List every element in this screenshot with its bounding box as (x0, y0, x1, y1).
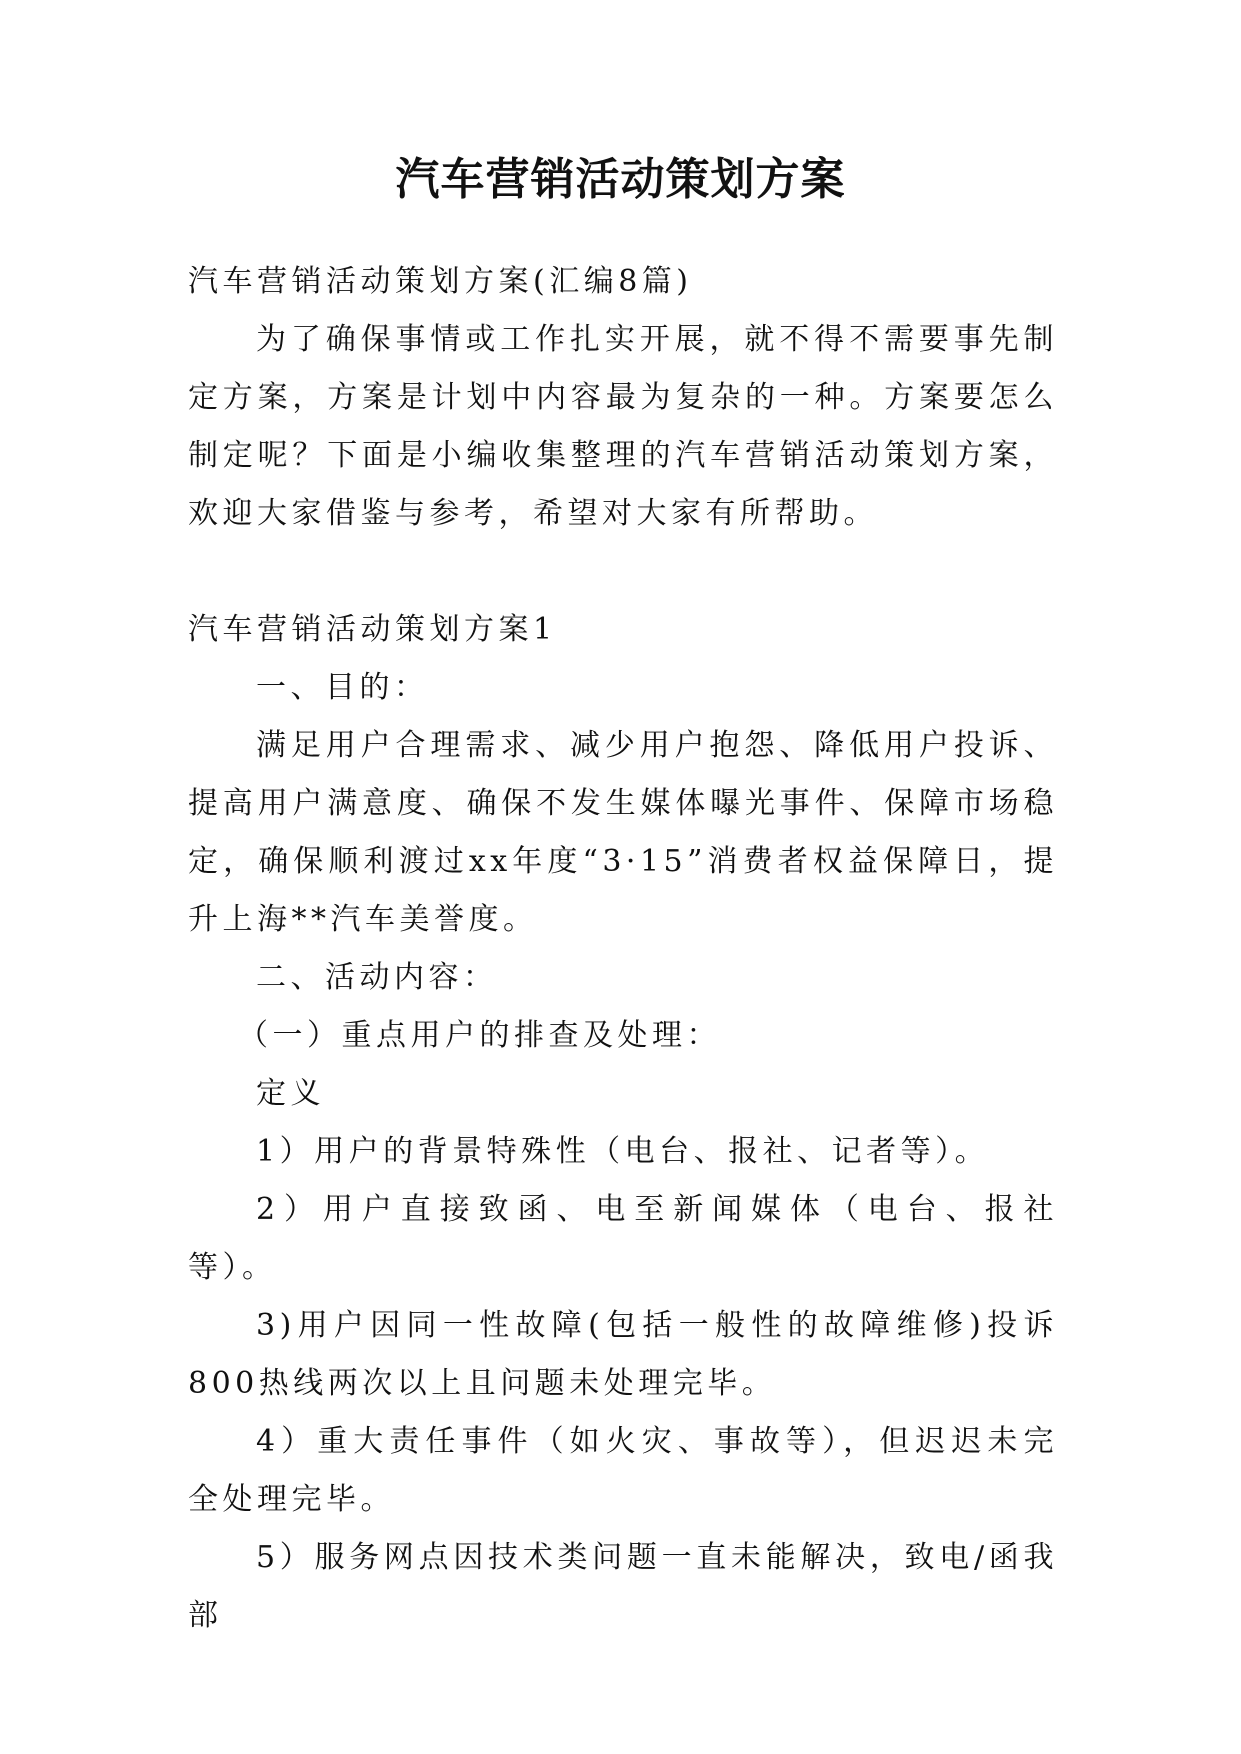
list-item: 4）重大责任事件（如火灾、事故等），但迟迟未完全处理完毕。 (188, 1424, 1058, 1517)
list-item: 2）用户直接致函、电至新闻媒体（电台、报社等）。 (188, 1192, 1058, 1285)
document-title: 汽车营销活动策划方案 (395, 154, 846, 205)
document-body (188, 253, 1058, 1645)
purpose-heading: 一、目的： (256, 670, 429, 705)
section-heading: 汽车营销活动策划方案1 (188, 612, 557, 647)
purpose-paragraph: 满足用户合理需求、减少用户抱怨、降低用户投诉、提高用户满意度、确保不发生媒体曝光事件、保障市场稳定，确保顺利渡过xx年度“3·15”消费者权益保障日，提升上海**汽车美誉度。 (188, 728, 1058, 937)
intro-paragraph: 为了确保事情或工作扎实开展，就不得不需要事先制定方案，方案是计划中内容最为复杂的一种。方案要怎么制定呢？下面是小编收集整理的汽车营销活动策划方案，欢迎大家借鉴与参考，希望对大家有所帮助。 (188, 322, 1058, 531)
list-item: 1）用户的背景特殊性（电台、报社、记者等）。 (256, 1134, 990, 1169)
subheading-key-users: （一）重点用户的排查及处理： (238, 1018, 721, 1053)
list-item: 5）服务网点因技术类问题一直未能解决，致电/函我部 (188, 1540, 1058, 1633)
document-subtitle: 汽车营销活动策划方案(汇编8篇) (188, 264, 693, 299)
definition-label: 定义 (256, 1076, 325, 1111)
content-heading: 二、活动内容： (256, 960, 498, 995)
list-item: 3)用户因同一性故障(包括一般性的故障维修)投诉800热线两次以上且问题未处理完毕。 (188, 1308, 1058, 1401)
paragraph-gap (188, 543, 1058, 601)
